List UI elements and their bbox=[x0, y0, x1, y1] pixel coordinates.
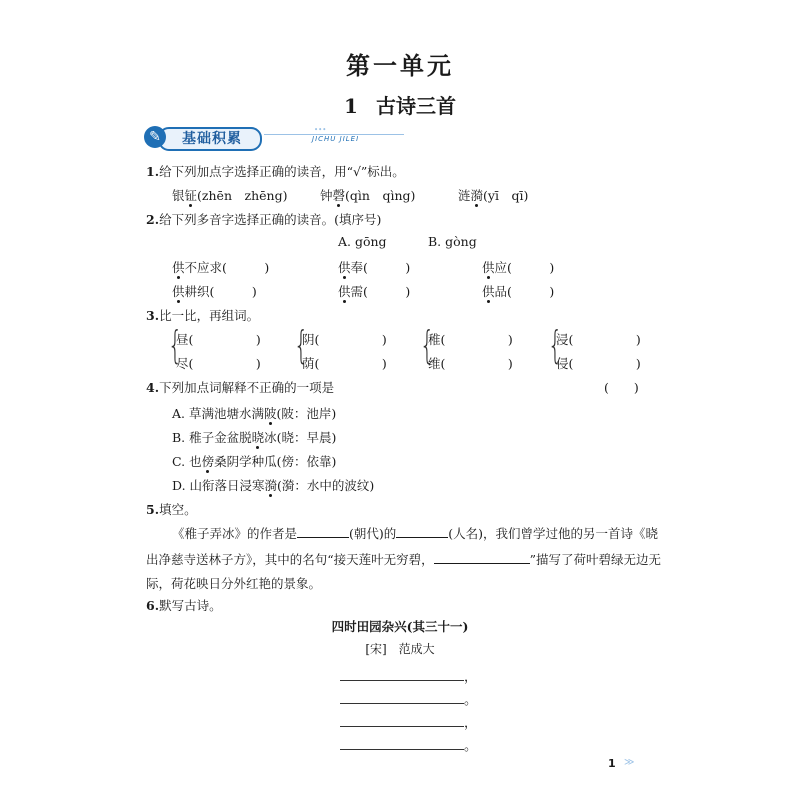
q1-number: 1. bbox=[146, 164, 160, 179]
q1-item-2-pre: 钟 bbox=[320, 188, 333, 203]
q2-item-5-text: 需( ) bbox=[350, 284, 411, 299]
q2-item-4-text: 耕织( ) bbox=[184, 284, 257, 299]
q1-item-3-pre: 涟 bbox=[458, 188, 471, 203]
q5-blank-verse[interactable] bbox=[434, 550, 530, 564]
q3-g1-bottom: 尽( ) bbox=[176, 356, 261, 371]
poem-blank-2[interactable] bbox=[340, 702, 464, 704]
q5-blank-dynasty[interactable] bbox=[297, 524, 349, 538]
poem-author: [宋] 范成大 bbox=[365, 642, 435, 656]
q4-text: 下列加点词解释不正确的一项是 bbox=[159, 380, 335, 395]
page-number: 1 bbox=[608, 757, 616, 770]
q3-g2-bottom: 荫( ) bbox=[302, 356, 387, 371]
pencil-icon: ✎ bbox=[144, 126, 166, 148]
q5-number: 5. bbox=[146, 502, 160, 517]
lesson-title: 古诗三首 bbox=[375, 94, 456, 118]
q6-number: 6. bbox=[146, 598, 160, 613]
poem-title: 四时田园杂兴(其三十一) bbox=[331, 619, 469, 634]
q5-line-1-a: 《稚子弄冰》的作者是 bbox=[172, 526, 298, 541]
q4-option-c-post: 桑阴学种瓜(傍：依靠) bbox=[214, 454, 337, 469]
q5-line-2-a: 出净慈寺送林子方》，其中的名句“接天莲叶无穷碧， bbox=[146, 552, 434, 567]
q2-item-6 bbox=[482, 282, 554, 300]
q4-answer-paren: ( ) bbox=[604, 380, 639, 395]
q3-text: 比一比，再组词。 bbox=[159, 308, 260, 323]
q4-option-b-post: 冰(晓：早晨) bbox=[264, 430, 337, 445]
poem-punct-3: ， bbox=[464, 716, 478, 731]
page-decoration-icon: ≫ bbox=[624, 757, 635, 768]
q4-option-d-pre: D. 山衔落日浸寒 bbox=[172, 478, 265, 493]
q2-item-4 bbox=[172, 282, 257, 300]
q2-item-2-dotted: 供 bbox=[338, 260, 351, 275]
q2-prompt bbox=[146, 210, 381, 228]
q4-option-a-dotted: 陂 bbox=[263, 406, 277, 421]
q4-option-d bbox=[172, 476, 374, 494]
poem-punct-2: 。 bbox=[464, 693, 478, 708]
q4-number: 4. bbox=[146, 380, 160, 395]
q2-item-3 bbox=[482, 258, 554, 276]
q2-item-3-dotted: 供 bbox=[482, 260, 495, 275]
poem-punct-4: 。 bbox=[464, 739, 478, 754]
q5-prompt bbox=[146, 500, 197, 518]
q4-option-b bbox=[172, 428, 336, 446]
q3-g1-top: 昼( ) bbox=[176, 332, 261, 347]
q4-option-b-pre: B. 稚子金盆脱 bbox=[172, 430, 252, 445]
q4-option-a bbox=[172, 404, 336, 422]
q6-prompt bbox=[146, 596, 222, 614]
q2-item-6-text: 品( ) bbox=[494, 284, 555, 299]
q3-g3-bottom: 维( ) bbox=[428, 356, 513, 371]
q5-line-2-b: ”描写了荷叶碧绿无边无 bbox=[529, 552, 662, 567]
q1-item-3-dotted: 漪 bbox=[470, 188, 484, 203]
q2-item-1-text: 不应求( ) bbox=[184, 260, 270, 275]
q2-item-5-dotted: 供 bbox=[338, 284, 351, 299]
q1-item-1-dotted: 钲 bbox=[184, 188, 198, 203]
q1-item-2 bbox=[320, 186, 415, 204]
q4-option-a-pre: A. 草满池塘水满 bbox=[172, 406, 264, 421]
q4-option-c-pre: C. 也 bbox=[172, 454, 202, 469]
q4-option-a-post: (陂：池岸) bbox=[276, 406, 337, 421]
q2-text: 给下列多音字选择正确的读音。(填序号) bbox=[159, 212, 382, 227]
q5-line-1 bbox=[172, 524, 658, 542]
q2-item-4-dotted: 供 bbox=[172, 284, 185, 299]
q4-option-c bbox=[172, 452, 336, 470]
lesson-number: 1 bbox=[344, 94, 358, 118]
q3-brace-1: { bbox=[167, 323, 183, 367]
q1-item-1-options: (zhēn zhēng) bbox=[197, 188, 288, 203]
q1-prompt bbox=[146, 162, 405, 180]
poem-blank-4[interactable] bbox=[340, 748, 464, 750]
poem-punct-1: ， bbox=[464, 670, 478, 685]
q3-brace-4: { bbox=[547, 323, 563, 367]
q2-item-2 bbox=[338, 258, 410, 276]
q4-option-d-post: (漪：水中的波纹) bbox=[277, 478, 375, 493]
lesson-heading bbox=[0, 90, 800, 119]
q2-item-2-text: 奉( ) bbox=[350, 260, 411, 275]
q4-prompt bbox=[146, 378, 334, 396]
q5-line-2 bbox=[146, 550, 661, 568]
q3-g4-bottom: 侵( ) bbox=[556, 356, 641, 371]
banner-label: 基础积累 bbox=[158, 127, 262, 151]
q2-item-6-dotted: 供 bbox=[482, 284, 495, 299]
q1-item-1-pre: 银 bbox=[172, 188, 185, 203]
poem-blank-3[interactable] bbox=[340, 725, 464, 727]
q1-item-1 bbox=[172, 186, 287, 204]
unit-title: 第一单元 bbox=[346, 51, 454, 80]
q3-g2-top: 阴( ) bbox=[302, 332, 387, 347]
q2-item-3-text: 应( ) bbox=[494, 260, 555, 275]
q3-prompt bbox=[146, 306, 259, 324]
q2-number: 2. bbox=[146, 212, 160, 227]
banner-pinyin: JICHU JILEI bbox=[312, 135, 360, 143]
q3-number: 3. bbox=[146, 308, 160, 323]
q2-item-1 bbox=[172, 258, 269, 276]
q4-option-d-dotted: 漪 bbox=[264, 478, 278, 493]
poem-blank-1[interactable] bbox=[340, 679, 464, 681]
q3-brace-3: { bbox=[419, 323, 435, 367]
q4-option-b-dotted: 晓 bbox=[251, 430, 265, 445]
q3-g3-top: 稚( ) bbox=[428, 332, 513, 347]
q5-blank-name[interactable] bbox=[396, 524, 448, 538]
q5-text: 填空。 bbox=[159, 502, 197, 517]
q1-text: 给下列加点字选择正确的读音，用“√”标出。 bbox=[159, 164, 405, 179]
q4-option-c-dotted: 傍 bbox=[201, 454, 215, 469]
q3-brace-2: { bbox=[293, 323, 309, 367]
banner-dots-icon: ••• bbox=[314, 126, 327, 134]
q3-g4-top: 浸( ) bbox=[556, 332, 641, 347]
q1-item-2-dotted: 磬 bbox=[332, 188, 346, 203]
q1-item-3 bbox=[458, 186, 528, 204]
q1-item-2-options: (qìn qìng) bbox=[345, 188, 416, 203]
q2-item-5 bbox=[338, 282, 410, 300]
q2-option-a: A. gōng bbox=[338, 234, 387, 249]
q5-line-1-b: (朝代)的 bbox=[349, 526, 397, 541]
q5-line-1-c: (人名)，我们曾学过他的另一首诗《晓 bbox=[448, 526, 659, 541]
q6-text: 默写古诗。 bbox=[159, 598, 222, 613]
q1-item-3-options: (yī qī) bbox=[483, 188, 529, 203]
q2-option-b: B. gòng bbox=[428, 234, 477, 249]
q2-item-1-dotted: 供 bbox=[172, 260, 185, 275]
q5-line-3: 际，荷花映日分外红艳的景象。 bbox=[146, 576, 322, 591]
